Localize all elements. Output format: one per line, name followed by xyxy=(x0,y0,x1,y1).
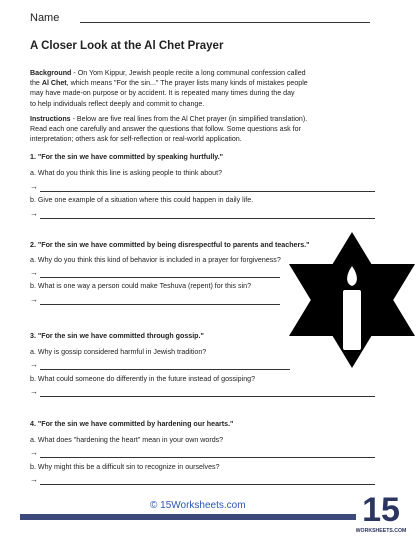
arrow-icon: → xyxy=(30,268,38,277)
logo-word: WORKSHEETS.COM xyxy=(356,528,406,534)
question-3a: a. Why is gossip considered harmful in Jewish tradition? xyxy=(30,348,207,356)
question-4a: a. What does "hardening the heart" mean in your own words? xyxy=(30,436,224,444)
answer-line[interactable] xyxy=(30,389,375,398)
name-label: Name xyxy=(30,12,60,24)
question-4b: b. Why might this be a difficult sin to recognize in ourselves? xyxy=(30,463,220,471)
arrow-icon: → xyxy=(30,448,38,457)
question-2a: a. Why do you think this kind of behavior is included in a prayer for forgiveness? xyxy=(30,256,281,264)
answer-line[interactable] xyxy=(30,211,375,220)
answer-line[interactable] xyxy=(30,184,375,193)
15-worksheets-logo-icon xyxy=(356,485,406,537)
arrow-icon: → xyxy=(30,295,38,304)
instructions-paragraph: Instructions - Below are five real lines from the Al Chet prayer (in simplified translation). Read each one carefully and answer the questions that follow. Some questions ask for interpretation; others ask for self-reflection or real-world application. xyxy=(30,115,308,144)
question-1b: b. Give one example of a situation where this could happen in daily life. xyxy=(30,196,254,204)
arrow-icon: → xyxy=(30,209,38,218)
answer-line[interactable] xyxy=(30,297,280,306)
logo-number: 15 xyxy=(362,491,400,529)
footer-copyright[interactable]: © 15Worksheets.com xyxy=(150,500,246,511)
answer-line[interactable] xyxy=(30,270,280,279)
question-3b: b. What could someone do differently in the future instead of gossiping? xyxy=(30,375,256,383)
answer-line[interactable] xyxy=(30,477,375,486)
arrow-icon: → xyxy=(30,360,38,369)
background-paragraph: Background - On Yom Kippur, Jewish people recite a long communal confession called the Al Chet, which means "For the sin..." The prayer lists many kinds of mistakes people may have made-on purpose or by accident. It is repeated many times during the day to help individuals reflect deeply and commit to change. xyxy=(30,69,308,108)
arrow-icon: → xyxy=(30,475,38,484)
instructions-label: Instructions xyxy=(30,115,71,123)
name-field[interactable] xyxy=(80,22,370,23)
arrow-icon: → xyxy=(30,182,38,191)
answer-line[interactable] xyxy=(30,450,375,459)
answer-line[interactable] xyxy=(30,362,290,371)
question-2-heading: 2. "For the sin we have committed by being disrespectful to parents and teachers." xyxy=(30,241,310,249)
arrow-icon: → xyxy=(30,387,38,396)
star-of-david-candle-icon xyxy=(285,230,416,370)
name-row xyxy=(30,12,59,24)
page-title: A Closer Look at the Al Chet Prayer xyxy=(30,40,224,52)
question-2b: b. What is one way a person could make Teshuva (repent) for this sin? xyxy=(30,282,252,290)
question-4-heading: 4. "For the sin we have committed by hardening our hearts." xyxy=(30,420,234,428)
footer-bar xyxy=(20,514,396,520)
question-3-heading: 3. "For the sin we have committed through gossip." xyxy=(30,332,204,340)
question-1-heading: 1. "For the sin we have committed by speaking hurtfully." xyxy=(30,153,224,161)
question-1a: a. What do you think this line is asking people to think about? xyxy=(30,169,223,177)
background-label: Background xyxy=(30,69,72,77)
